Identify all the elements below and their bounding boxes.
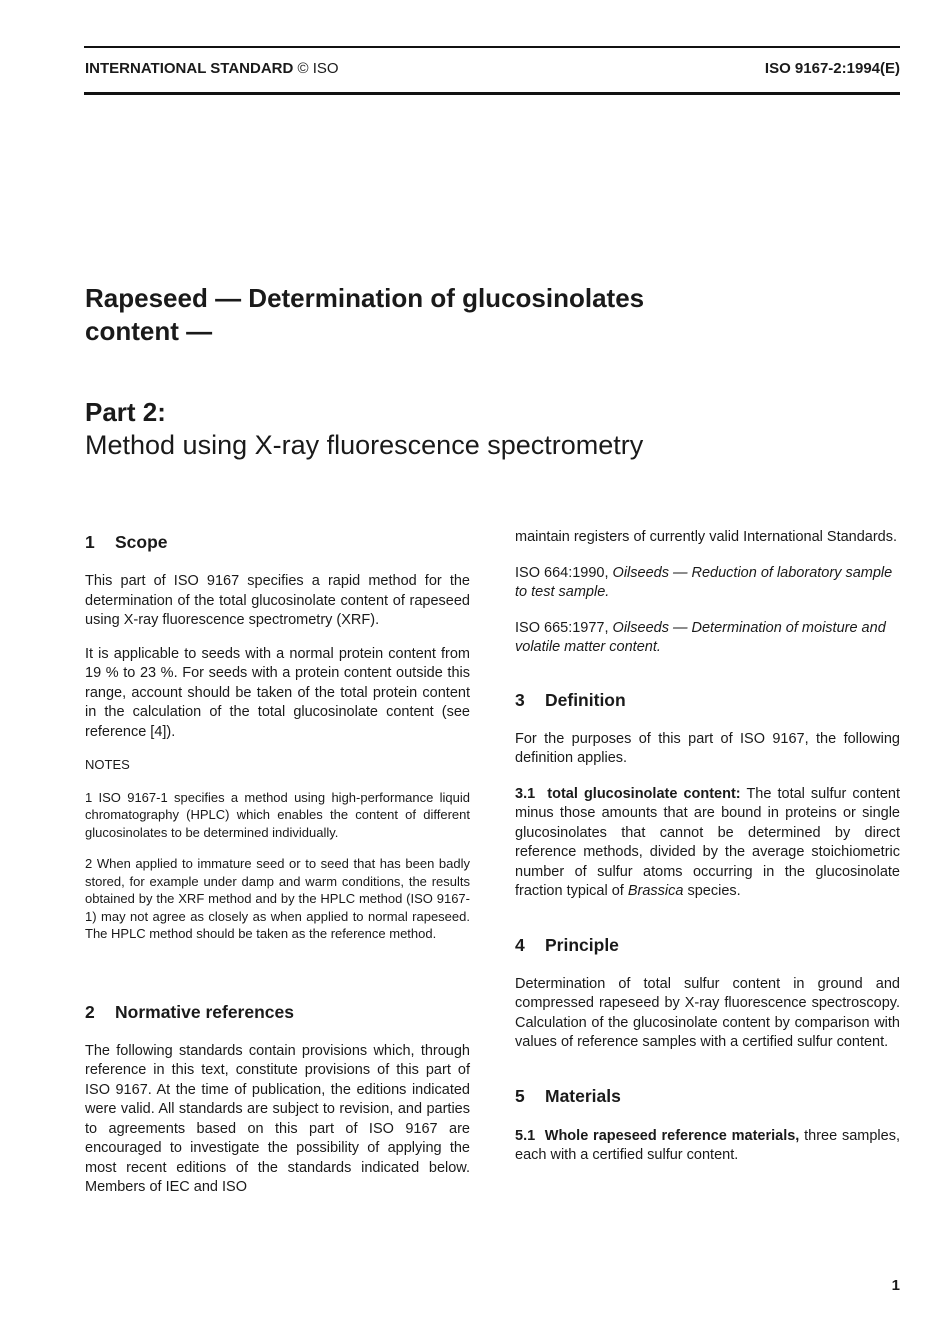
left-column — [85, 528, 470, 1198]
section-number: 5 — [515, 1085, 525, 1106]
reference-code: ISO 664:1990, — [515, 564, 609, 581]
section-number: 1 — [85, 532, 95, 552]
header-standard-label — [85, 60, 339, 77]
subclause-number: 3.1 — [515, 785, 536, 802]
section-title: Scope — [115, 532, 168, 552]
section-title: Principle — [545, 934, 619, 955]
reference-iso-665 — [515, 619, 900, 658]
normative-paragraph: The following standards contain provisions which, through reference in this text, constitute provisions of this part of ISO 9167. At the time of publication, the editions indicated were valid. All standards are subject to revision, and parties to agreements based on this part of ISO 9167 are encouraged to investigate the possibility of applying the most recent editions of the standards indicated below. Members of IEC and ISO — [85, 1042, 470, 1195]
notes-label: NOTES — [85, 757, 130, 772]
section-title: Normative references — [115, 1001, 294, 1022]
page-number: 1 — [891, 1277, 900, 1294]
defined-term: total glucosinolate content: — [547, 785, 741, 802]
reference-title: Oilseeds — Reduction of laboratory sample to test sample. — [515, 564, 893, 600]
title-block — [85, 282, 905, 462]
header-top-rule — [84, 46, 900, 48]
header-standard-type: INTERNATIONAL STANDARD — [85, 60, 294, 77]
normative-continuation: maintain registers of currently valid International Standards. — [515, 529, 898, 545]
section-3-heading — [515, 689, 900, 711]
reference-code: ISO 665:1977, — [515, 619, 609, 636]
section-4-heading — [515, 934, 900, 956]
header-copyright: © ISO — [297, 60, 339, 77]
section-title: Materials — [545, 1085, 621, 1106]
definition-genus: Brassica — [627, 883, 684, 899]
material-text: three samples, each with a certified sulfur content. — [515, 1127, 900, 1163]
note-2: 2 When applied to immature seed or to seed that has been badly stored, for example under damp and warm conditions, the results obtained by the XRF method and by the HPLC method (ISO 9167-1) may not agree as closely as when applied to normal rapeseed. The HPLC method should be taken as the reference method. — [85, 856, 470, 941]
note-1: 1 ISO 9167-1 specifies a method using high-performance liquid chromatography (HPLC) which enables the content of different glucosinolates to be determined individually. — [85, 789, 470, 840]
reference-title: Oilseeds — Determination of moisture and volatile matter content. — [515, 619, 886, 655]
scope-paragraph-2: It is applicable to seeds with a normal protein content from 19 % to 23 %. For seeds with a protein content outside this range, account should be taken of the total protein content in the calculation of the total glucosinolate content (see reference [4]). — [85, 645, 470, 740]
right-column — [515, 528, 900, 1166]
section-number: 2 — [85, 1001, 95, 1022]
document-title-line1: Rapeseed — Determination of glucosinolates — [85, 283, 645, 313]
document-title-line2: content — — [85, 316, 213, 346]
document-part-label: Part 2: — [85, 397, 166, 427]
definition-paragraph: For the purposes of this part of ISO 9167, the following definition applies. — [515, 730, 900, 766]
section-5-heading — [515, 1085, 900, 1107]
definition-text: The total sulfur content minus those amounts that are bound in proteins or single glucosinolates that cannot be determined by direct reference methods, divided by the average stoichiometric number of sulfur atoms occurring in the glucosinolate fraction typical of — [515, 785, 901, 899]
section-1-heading — [85, 531, 470, 553]
reference-iso-664 — [515, 564, 900, 603]
definition-end: species. — [687, 883, 741, 899]
section-number: 3 — [515, 689, 525, 710]
scope-paragraph-1: This part of ISO 9167 specifies a rapid method for the determination of the total glucosinolate content of rapeseed using X-ray fluorescence spectrometry (XRF). — [85, 573, 470, 628]
section-title: Definition — [545, 689, 626, 710]
subclause-number: 5.1 — [515, 1127, 536, 1144]
material-term: Whole rapeseed reference materials, — [544, 1127, 800, 1144]
principle-paragraph: Determination of total sulfur content in ground and compressed rapeseed by X-ray fluorescence spectroscopy. Calculation of the glucosinolate content by comparison with values of reference samples with a certified sulfur content. — [515, 975, 900, 1050]
materials-5-1 — [515, 1127, 900, 1166]
section-2-heading — [85, 1001, 470, 1023]
header-document-number: ISO 9167-2:1994(E) — [764, 60, 900, 77]
section-number: 4 — [515, 934, 525, 955]
header-bottom-rule — [84, 92, 900, 95]
document-subtitle: Method using X-ray fluorescence spectrometry — [85, 430, 644, 460]
definition-3-1 — [515, 785, 900, 902]
